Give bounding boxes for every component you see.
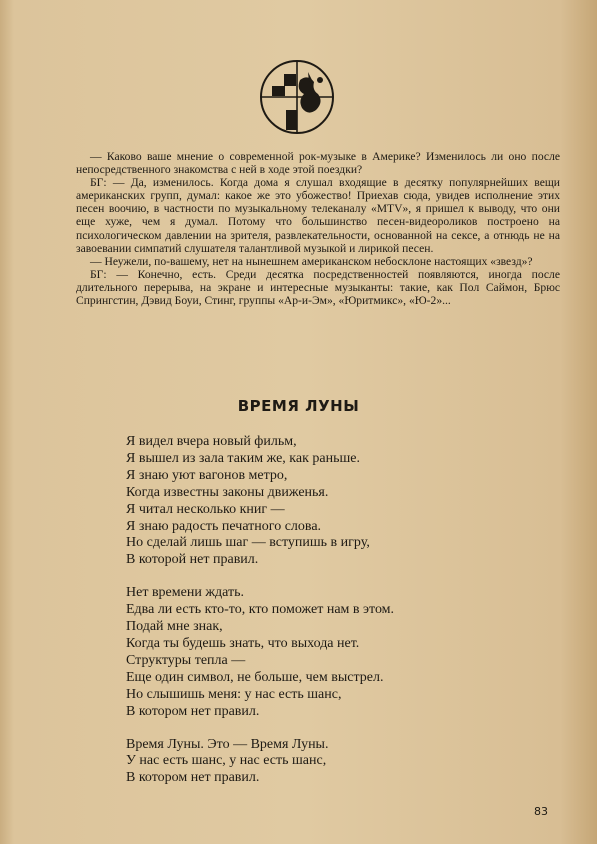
poem-line: В котором нет правил. (126, 703, 260, 719)
poem-line: Время Луны. Это — Время Луны. (126, 736, 329, 752)
poem-stanza (126, 737, 526, 788)
poem-line: Еще один символ, не больше, чем выстрел. (126, 669, 384, 685)
poem-line: Но слышишь меня: у нас есть шанс, (126, 686, 342, 702)
circle-emblem-icon (258, 58, 336, 136)
poem-body (126, 434, 526, 803)
interview-text (76, 150, 560, 307)
poem-line: Едва ли есть кто-то, кто поможет нам в этом. (126, 602, 395, 618)
poem-line: Я вышел из зала таким же, как раньше. (126, 450, 360, 466)
interview-paragraph: — Неужели, по-вашему, нет на нынешнем американском небосклоне настоящих «звезд»? (90, 254, 533, 268)
poem-line: Я знаю радость печатного слова. (126, 518, 322, 534)
interview-paragraph: БГ: — Конечно, есть. Среди десятка посредственностей появляются, иногда после длительного перерыва, на экране и интересные музыканты: такие, как Пол Саймон, Брюс Спрингстин, Дэвид Боуи, Стинг, группы «Ар-и-Эм», «Юритмикс», «Ю-2»... (76, 267, 560, 308)
poem-line: В которой нет правил. (126, 552, 259, 568)
poem-line: Подай мне знак, (126, 619, 223, 635)
poem-line: Я видел вчера новый фильм, (126, 434, 297, 449)
interview-paragraph: — Каково ваше мнение о современной рок-музыке в Америке? Изменилось ли оно после непосредственного знакомства с ней в ходе этой поездки? (76, 150, 560, 177)
poem-title: ВРЕМЯ ЛУНЫ (237, 397, 360, 415)
poem-line: Но сделай лишь шаг — вступишь в игру, (126, 535, 370, 551)
poem-line: В котором нет правил. (126, 770, 260, 786)
poem-line: Когда известны законы движенья. (126, 484, 329, 500)
poem-line: Структуры тепла — (126, 652, 246, 668)
poem-line: Я читал несколько книг — (126, 501, 285, 517)
poem-stanza (126, 434, 526, 569)
poem-line: Я знаю уют вагонов метро, (126, 467, 288, 483)
poem-line: Когда ты будешь знать, что выхода нет. (126, 635, 360, 651)
poem-line: Нет времени ждать. (126, 585, 244, 601)
poem-line: У нас есть шанс, у нас есть шанс, (126, 753, 327, 769)
interview-paragraph: БГ: — Да, изменилось. Когда дома я слушал входящие в десятку популярнейших вещи американских групп, думал: какое же это убожество! Приехав сюда, увидев исполнение этих песен воочию, в частности по музыкальному телеканалу «MTV», я пришел к выводу, что они еще хуже, чем я думал. Потому что большинство песен-видеороликов построено на психологическом давлении на зрителя, развлекательности, основанной на сексе, а отнюдь не на завоевании симпатий слушателя талантливой музыкой и лирикой песен. (76, 176, 560, 255)
poem-stanza (126, 585, 526, 720)
page-number: 83 (534, 805, 548, 818)
